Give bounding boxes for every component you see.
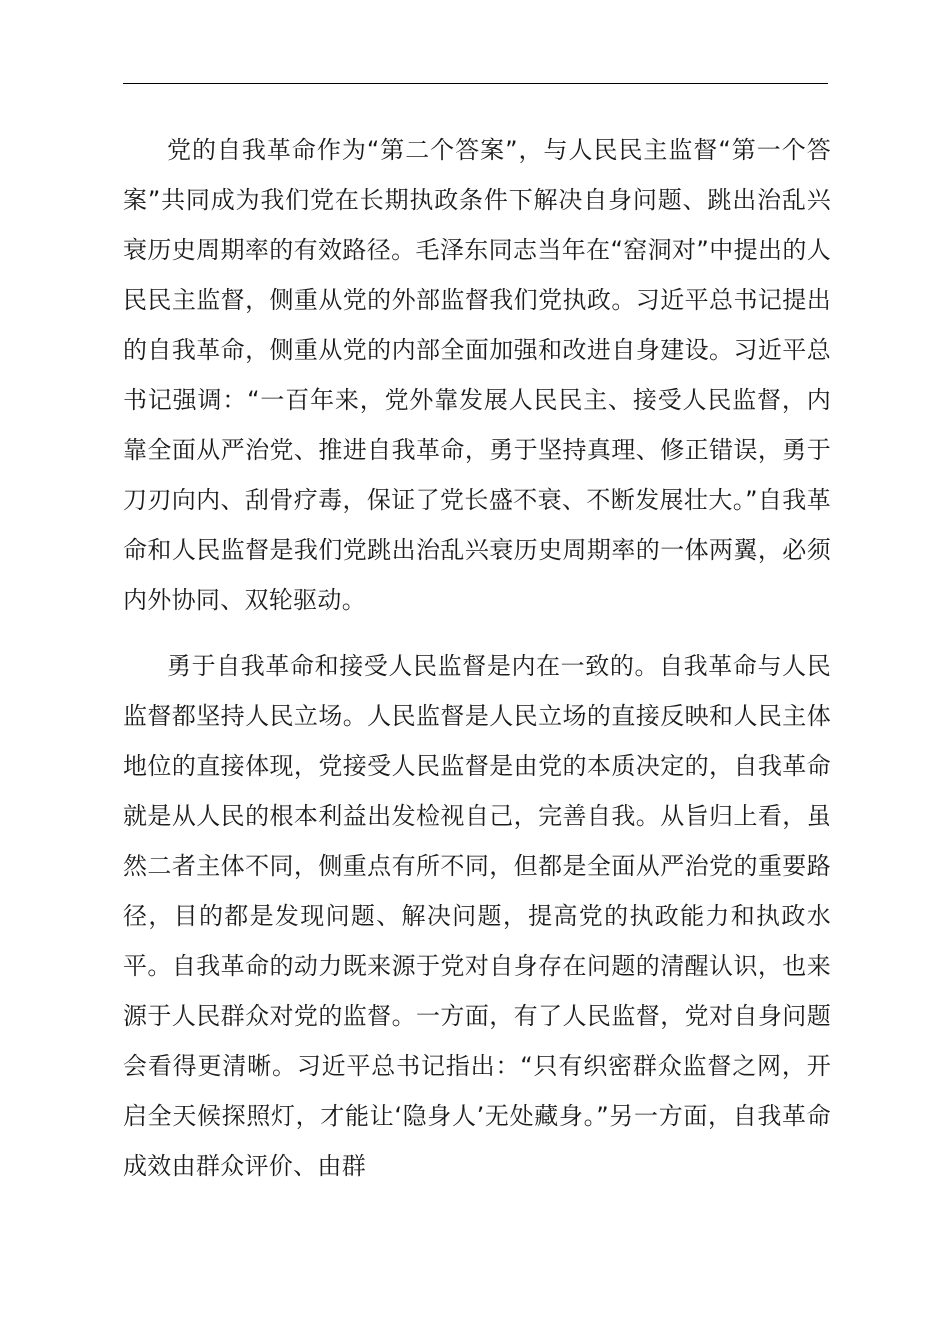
document-body [123, 125, 831, 1207]
paragraph-2: 勇于自我革命和接受人民监督是内在一致的。自我革命与人民监督都坚持人民立场。人民监督是人民立场的直接反映和人民主体地位的直接体现，党接受人民监督是由党的本质决定的，自我革命就是从人民的根本利益出发检视自己，完善自我。从旨归上看，虽然二者主体不同，侧重点有所不同，但都是全面从严治党的重要路径，目的都是发现问题、解决问题，提高党的执政能力和执政水平。自我革命的动力既来源于党对自身存在问题的清醒认识，也来源于人民群众对党的监督。一方面，有了人民监督，党对自身问题会看得更清晰。习近平总书记指出：“只有织密群众监督之网，开启全天候探照灯，才能让‘隐身人’无处藏身。”另一方面，自我革命成效由群众评价、由群 [123, 652, 831, 1180]
paragraph-1: 党的自我革命作为“第二个答案”，与人民民主监督“第一个答案”共同成为我们党在长期执政条件下解决自身问题、跳出治乱兴衰历史周期率的有效路径。毛泽东同志当年在“窑洞对”中提出的人民民主监督，侧重从党的外部监督我们党执政。习近平总书记提出的自我革命，侧重从党的内部全面加强和改进自身建设。习近平总书记强调：“一百年来，党外靠发展人民民主、接受人民监督，内靠全面从严治党、推进自我革命，勇于坚持真理、修正错误，勇于刀刃向内、刮骨疗毒，保证了党长盛不衰、不断发展壮大。”自我革命和人民监督是我们党跳出治乱兴衰历史周期率的一体两翼，必须内外协同、双轮驱动。 [123, 136, 831, 614]
header-rule [123, 83, 828, 84]
